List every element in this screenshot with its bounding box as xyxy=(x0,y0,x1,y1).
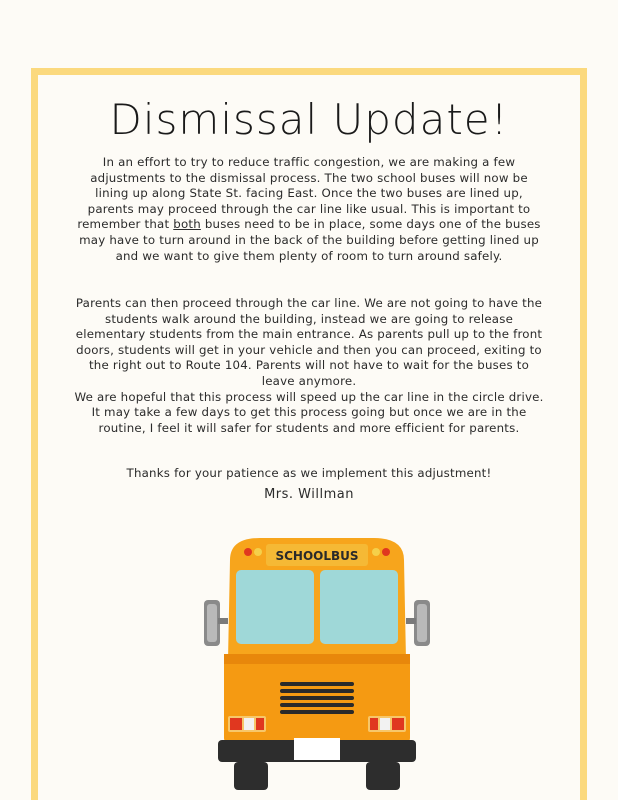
page-title: Dismissal Update! xyxy=(109,95,509,144)
paragraph1-after: buses need to be in place, some days one of the buses may have to turn around in the back of the building before getting lined up and we want to give them plenty of room to turn around safely. xyxy=(79,217,541,263)
bus-sign-text: SCHOOLBUS xyxy=(275,549,359,563)
paragraph-congestion xyxy=(72,155,546,264)
right-headlight-icon xyxy=(368,716,406,732)
school-bus-illustration xyxy=(200,530,434,792)
paragraph-car-line xyxy=(72,296,546,436)
paragraph1-before: In an effort to try to reduce traffic congestion, we are making a few adjustments to the dismissal process. The two school buses will now be lining up along State St. facing East. Once the two buses are lined up, parents may proceed through the car line like usual. This is important to remember that xyxy=(77,155,531,232)
left-windshield xyxy=(236,570,314,644)
thanks-line: Thanks for your patience as we implement this adjustment! xyxy=(126,466,492,480)
license-plate xyxy=(294,738,340,760)
left-mirror-icon xyxy=(204,600,228,646)
paragraph2: Parents can then proceed through the car line. We are not going to have the students walk around the building, instead we are going to release elementary students from the main entrance. As parents pull up to the front doors, students will get in your vehicle and then you can proceed, exiting to the right out to Route 104. Parents will not have to wait for the buses to leave anymore. xyxy=(75,296,543,388)
paragraph3: We are hopeful that this process will speed up the car line in the circle drive. It may take a few days to get this process going but once we are in the routine, I feel it will safer for students and more efficient for parents. xyxy=(74,389,544,435)
right-mirror-icon xyxy=(406,600,430,646)
emphasis-both: both xyxy=(173,217,201,232)
right-windshield xyxy=(320,570,398,644)
signature: Mrs. Willman xyxy=(264,487,354,502)
left-headlight-icon xyxy=(228,716,266,732)
